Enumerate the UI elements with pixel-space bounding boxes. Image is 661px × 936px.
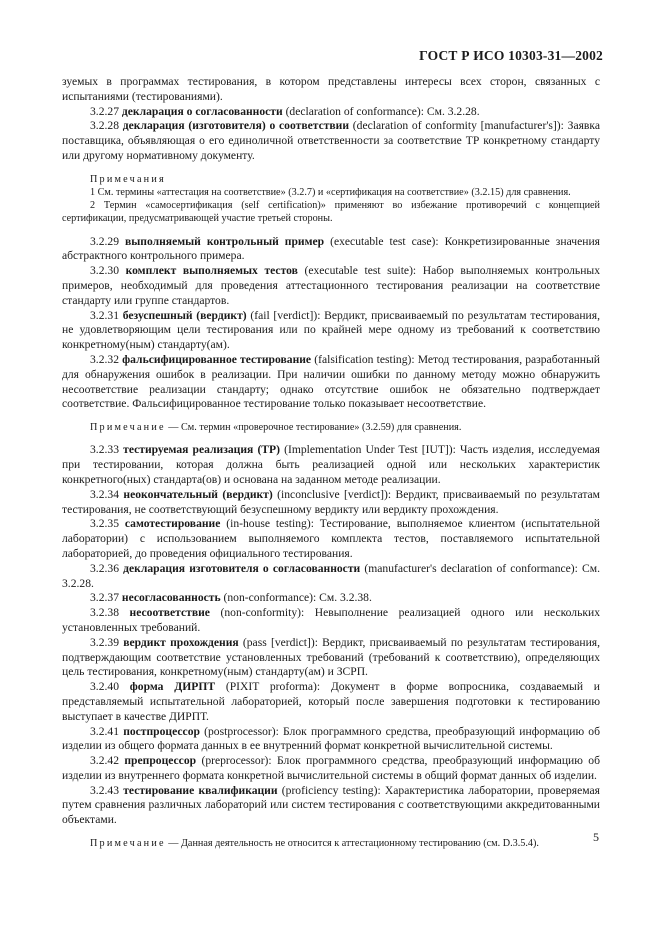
definition-text: (executable test case): Конкретизированные значения абстрактного контрольного примера.: [62, 234, 600, 263]
definition-number: 3.2.29: [90, 234, 119, 248]
definition-text: (non-conformity): Невыполнение реализацией одного или нескольких установленных требований.: [62, 606, 600, 634]
definition-number: 3.2.27: [90, 104, 119, 118]
definition-term: препроцессор: [124, 754, 197, 768]
definition-entry: [62, 105, 600, 120]
note-single: [62, 421, 600, 434]
definition-number: 3.2.28: [90, 119, 119, 133]
definition-text: (preprocessor): Блок программного средства, преобразующий информацию об изделии из внутреннего формата конкретной вычислительной системы в общий формат данных об изделии.: [62, 754, 600, 782]
definition-entry: [62, 784, 600, 828]
definition-entry: [62, 725, 600, 755]
definition-text: (pass [verdict]): Вердикт, присваиваемый по результатам тестирования, подтверждающим соответствие установленных требований (требований к соответствию), определяющих цель тестирования, конкретному(ным) стандарту(ам) и ЗСРП.: [62, 635, 601, 679]
definition-term: вердикт прохождения: [123, 635, 239, 649]
note-item: 1 См. термины «аттестация на соответствие» (3.2.7) и «сертификация на соответствие» (3.2.15) для сравнения.: [90, 186, 571, 198]
definition-text: (falsification testing): Метод тестирования, разработанный для обнаружения ошибок в реализации. При наличии ошибки по данному методу можно обнаружить несоответствие реализации стандарту; однако отсутствие ошибок не обязательно подтверждает соответствие. Фальсифицированное тестирование только показывает несоответствие.: [62, 352, 600, 411]
definition-term: выполняемый контрольный пример: [124, 234, 325, 248]
definition-number: 3.2.33: [90, 443, 119, 457]
note-single: [62, 837, 600, 850]
definition-number: 3.2.41: [90, 724, 119, 738]
definition-term: несоответствие: [129, 606, 210, 620]
definition-entry: [62, 488, 600, 518]
definition-entry: [62, 119, 600, 163]
definition-entry: [62, 680, 600, 724]
page-number: 5: [593, 830, 599, 844]
definition-number: 3.2.39: [90, 635, 119, 649]
intro-paragraph: зуемых в программах тестирования, в котором представлены интересы всех сторон, связанных с испытаниями (тестированиями).: [62, 75, 600, 103]
definition-text: (declaration of conformity [manufacturer's]): Заявка поставщика, объявляющая о его единоличной ответственности за соответствие ТР конкретному стандарту или другому нормативному документу.: [62, 119, 600, 162]
note-text: — См. термин «проверочное тестирование» (3.2.59) для сравнения.: [165, 422, 462, 434]
definition-number: 3.2.35: [90, 517, 119, 531]
definition-entry: [62, 353, 600, 412]
definition-entry: [62, 235, 600, 265]
definition-term: постпроцессор: [123, 724, 200, 738]
definition-term: декларация о согласованности: [121, 104, 283, 118]
definition-term: декларация (изготовителя) о соответствии: [122, 119, 350, 133]
definition-term: фальсифицированное тестирование: [122, 352, 312, 366]
definition-entry: [62, 606, 600, 636]
definition-entry: [62, 636, 600, 680]
note-text: — Данная деятельность не относится к аттестационному тестированию (см. D.3.5.4).: [165, 838, 539, 850]
definition-entry: [62, 443, 600, 487]
definition-number: 3.2.34: [90, 487, 119, 501]
definitions-group-b: [62, 235, 600, 413]
definition-entry: [62, 591, 600, 606]
definition-number: 3.2.38: [90, 606, 119, 620]
definition-number: 3.2.42: [90, 754, 119, 768]
definition-text: (Implementation Under Test [IUT]): Часть изделия, исследуемая при тестировании, которая должна быть реализацией одной или нескольких характеристик конкретного(ных) стандарта(ов) и основана на заданном методе реализации.: [62, 443, 600, 486]
definition-text: (in-house testing): Тестирование, выполняемое клиентом (испытательной лаборатории) с использованием выполняемого комплекта тестов, поставляемого испытательной лабораторией, до проведения официального тестирования.: [62, 517, 601, 560]
notes-block: [62, 173, 600, 226]
note-label: Примечание: [90, 838, 166, 850]
definition-term: декларация изготовителя о согласованности: [123, 561, 361, 575]
definition-text: (non-conformance): См. 3.2.38.: [220, 591, 372, 605]
definition-text: (inconclusive [verdict]): Вердикт, присваиваемый по результатам тестирования, не соответствующий безуспешному вердикту или вердикту прохождения.: [62, 487, 601, 516]
definition-entry: [62, 309, 600, 353]
definition-term: форма ДИРПТ: [129, 680, 216, 694]
note-item: 2 Термин «самосертификация (self certification)» применяют во избежание противоречий с концепцией сертификации, предусматривающей участие третьей стороны.: [62, 200, 600, 225]
definition-entry: [62, 264, 600, 308]
definition-text: (manufacturer's declaration of conformance): См. 3.2.28.: [62, 561, 600, 590]
definition-term: неокончательный (вердикт): [123, 487, 273, 501]
document-header: ГОСТ Р ИСО 10303-31—2002: [419, 48, 603, 63]
definition-text: (PIXIT proforma): Документ в форме вопросника, создаваемый и представляемый испытательной лабораторией, который после завершения подготовки к тестированию выступает в качестве ДИРПТ.: [62, 680, 601, 723]
definition-text: (executable test suite): Набор выполняемых контрольных примеров, необходимый для проведения аттестационного тестирования реализации на соответствие стандарту или группе стандартов.: [62, 264, 600, 307]
definition-entry: [62, 517, 600, 561]
definition-term: комплект выполняемых тестов: [125, 264, 298, 278]
definition-text: (proficiency testing): Характеристика лаборатории, проверяемая путем сравнения различных лабораторий или систем тестирования с соответствующими аккредитованными объектами.: [62, 783, 600, 827]
document-body: [62, 75, 600, 850]
definition-entry: [62, 562, 600, 592]
definition-term: самотестирование: [124, 517, 221, 531]
definition-number: 3.2.37: [90, 591, 119, 605]
definition-number: 3.2.40: [90, 680, 119, 694]
definition-number: 3.2.43: [90, 783, 119, 797]
definition-term: тестирование квалификации: [123, 783, 278, 797]
definitions-group-c: [62, 443, 600, 828]
notes-heading: Примечания: [90, 173, 166, 185]
note-label: Примечание: [90, 422, 166, 434]
definition-text: (fail [verdict]): Вердикт, присваиваемый по результатам тестирования, не удовлетворяющим цели тестирования или по крайней мере одному из требований к соответствию конкретному(ным) стандарту(ам).: [62, 308, 600, 352]
definition-entry: [62, 754, 600, 784]
definition-number: 3.2.30: [90, 264, 119, 278]
definition-term: несогласованность: [121, 591, 221, 605]
definition-number: 3.2.32: [90, 352, 119, 366]
definition-text: (postprocessor): Блок программного средства, преобразующий информацию об изделии из общего формата данных в ее внутренний формат конкретной вычислительной системы.: [62, 724, 600, 753]
definition-text: (declaration of conformance): См. 3.2.28.: [282, 104, 480, 118]
definitions-group-a: [62, 105, 600, 164]
definition-number: 3.2.31: [90, 308, 119, 322]
definition-term: безуспешный (вердикт): [122, 308, 247, 322]
definition-number: 3.2.36: [90, 561, 119, 575]
definition-term: тестируемая реализация (ТР): [123, 443, 280, 457]
